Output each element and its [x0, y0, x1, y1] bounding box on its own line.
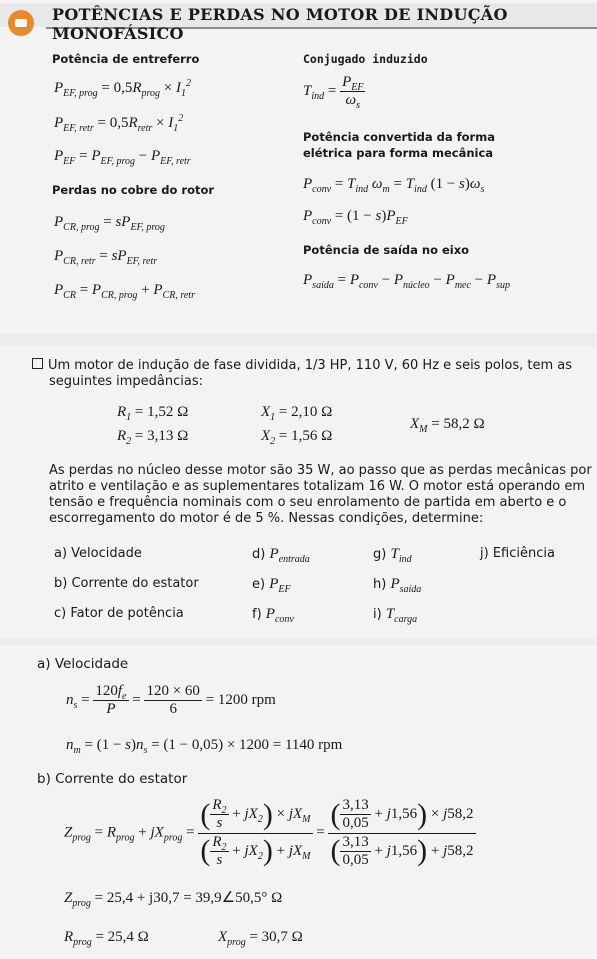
eq-zprog-result: $Z_{prog} = 25,4 + j30,7$ = 39,9∠50,5° Ω: [64, 890, 283, 909]
eq-pef-retr: $P_{EF, retr} = 0,5R_{retr} \times I_1^2$: [54, 113, 184, 134]
eq-psaida: $P_{saída} = P_{conv} - P_{núcleo} - P_{mec} - P_{sup}$: [303, 272, 510, 291]
item-f: f) $P_{conv}$: [252, 606, 294, 625]
eq-rprog: $R_{prog} = 25,4$ Ω: [64, 929, 149, 948]
checkbox-icon: [32, 358, 43, 369]
induced-torque-label: Conjugado induzido: [303, 52, 428, 66]
item-b: b) Corrente do estator: [54, 576, 199, 591]
output-power-label: Potência de saída no eixo: [303, 243, 470, 257]
converted-power-label-1: Potência convertida da forma: [303, 130, 495, 144]
eq-pef: $P_{EF} = P_{EF, prog} - P_{EF, retr}$: [54, 148, 191, 167]
solution-panel: [0, 645, 597, 959]
eq-pcr-prog: $P_{CR, prog} = sP_{EF, prog}$: [54, 214, 165, 233]
item-a: a) Velocidade: [54, 546, 142, 561]
impedance-r2: $R_2 = 3,13$ Ω: [117, 428, 189, 447]
item-e: e) $P_{EF}$: [252, 576, 291, 595]
impedance-x2: $X_2 = 1,56$ Ω: [261, 428, 333, 447]
solution-b-label: b) Corrente do estator: [37, 771, 188, 787]
eq-zprog-expression: $Z_{prog} = R_{prog} + jX_{prog}$ = ( $\frac{R_2}{s}$ + $jX_2) \times jX_M$ ( $\frac{R_2}{s}$ + $jX_2) + jX_M$ = ( $\frac{3,13}{0,05}$ + j1,56) × j58,2 ( $\frac{3,13}{0,05}$ + j1,56) + j58,2: [64, 797, 474, 868]
airgap-power-label: Potência de entreferro: [52, 52, 200, 66]
item-c: c) Fator de potência: [54, 606, 184, 621]
eq-pconv-2: $P_{conv} = (1 - s)P_{EF}$: [303, 208, 408, 227]
motor-icon: [8, 10, 34, 36]
item-h: h) $P_{saída}$: [373, 576, 422, 595]
item-i: i) $T_{carga}$: [373, 606, 418, 625]
eq-tind: $T_{ind}$ = $\frac{P_{EF}}{\omega_s}$: [303, 74, 364, 112]
impedance-xm: $X_M = 58,2$ Ω: [410, 416, 485, 435]
problem-paragraph-line-2: atrito e ventilação e as suplementares totalizam 16 W. O motor está operando em: [49, 479, 586, 494]
eq-nm: $n_m = (1 - s)n_s = (1 - 0,05) \times 1200 = 1140$ rpm: [66, 737, 343, 756]
eq-xprog: $X_{prog} = 30,7$ Ω: [218, 929, 303, 948]
item-d: d) $P_{entrada}$: [252, 546, 310, 565]
impedance-x1: $X_1 = 2,10$ Ω: [261, 404, 333, 423]
converted-power-label-2: elétrica para forma mecânica: [303, 146, 494, 160]
problem-panel: [0, 346, 597, 639]
header: [0, 0, 597, 43]
impedance-r1: $R_1 = 1,52$ Ω: [117, 404, 189, 423]
formulas-panel: [0, 0, 597, 333]
eq-pef-prog: $P_{EF, prog} = 0,5R_{prog} \times I_1^2$: [54, 78, 192, 99]
problem-paragraph-line-1: As perdas no núcleo desse motor são 35 W, ao passo que as perdas mecânicas por: [49, 463, 592, 478]
eq-pcr-retr: $P_{CR, retr} = sP_{EF, retr}$: [54, 248, 158, 267]
eq-pconv-1: $P_{conv} = T_{ind}$ $\omega_m = T_{ind}$ $(1 - s)\omega_s$: [303, 176, 485, 195]
problem-paragraph-line-3: tensão e frequência nominais com o seu enrolamento de partida em aberto e o: [49, 495, 567, 510]
solution-a-label: a) Velocidade: [37, 656, 129, 672]
problem-statement-line-2: seguintes impedâncias:: [49, 374, 203, 389]
rotor-copper-losses-label: Perdas no cobre do rotor: [52, 183, 215, 197]
problem-statement-line-1: Um motor de indução de fase dividida, 1/3 HP, 110 V, 60 Hz e seis polos, tem as: [32, 358, 572, 375]
item-j: j) Eficiência: [480, 546, 555, 561]
problem-paragraph-line-4: escorregamento do motor é de 5 %. Nessas condições, determine:: [49, 511, 484, 526]
item-g: g) $T_{ind}$: [373, 546, 412, 565]
eq-ns: $n_s$ = $\frac{120f_e}{P}$ = $\frac{120 \times 60}{6}$ = 1200 rpm: [66, 683, 276, 718]
page-title: POTÊNCIAS E PERDAS NO MOTOR DE INDUÇÃO MONOFÁSICO: [52, 5, 508, 43]
eq-pcr: $P_{CR} = P_{CR, prog} + P_{CR, retr}$: [54, 282, 195, 301]
